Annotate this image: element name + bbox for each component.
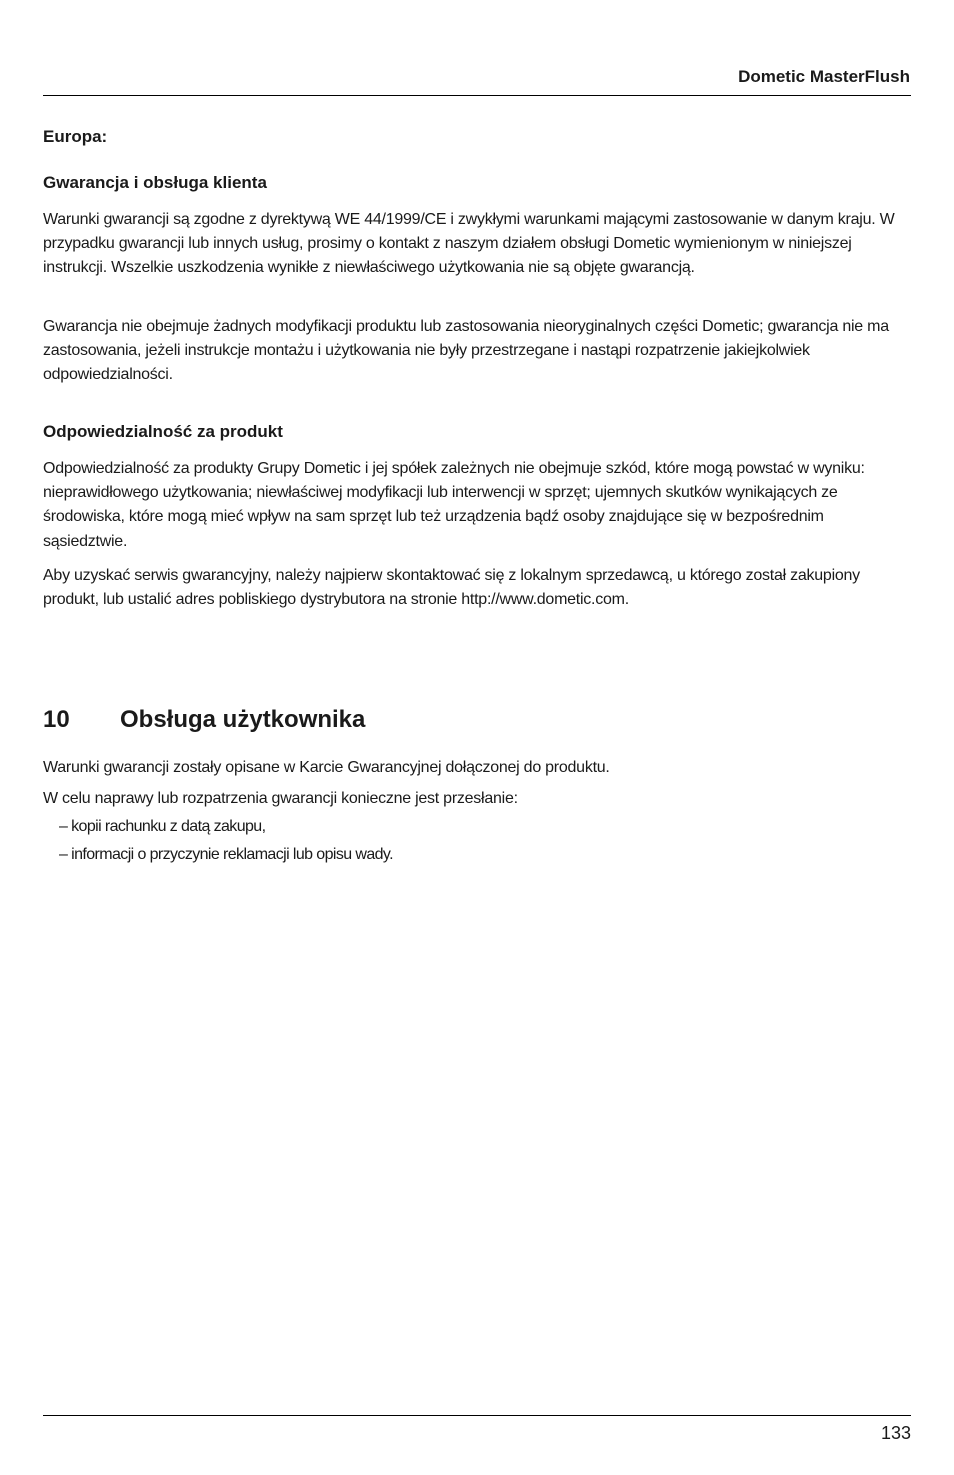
list-item: – informacji o przyczynie reklamacji lub opisu wady.	[59, 846, 393, 863]
liability-paragraph-2: Aby uzyskać serwis gwarancyjny, należy najpierw skontaktować się z lokalnym sprzedawcą, u którego został zakupiony produkt, lub ustalić adres pobliskiego dystrybutora na stronie http://www.dometic.com.	[43, 567, 860, 609]
chapter-title: Obsługa użytkownika	[120, 706, 366, 733]
region-heading: Europa:	[43, 127, 108, 146]
footer-divider	[43, 1415, 911, 1416]
header-title: Dometic MasterFlush	[738, 67, 910, 86]
header-divider	[43, 95, 911, 96]
warranty-paragraph-2: Gwarancja nie obejmuje żadnych modyfikacji produktu lub zastosowania nieoryginalnych części Dometic; gwarancja nie ma zastosowania, jeżeli instrukcje montażu i użytkowania nie były przestrzegane i nastąpi rozpatrzenie jakiejkolwiek odpowiedzialności.	[43, 318, 889, 384]
list-item: – kopii rachunku z datą zakupu,	[59, 818, 266, 835]
liability-heading: Odpowiedzialność za produkt	[43, 422, 283, 441]
warranty-heading: Gwarancja i obsługa klienta	[43, 173, 267, 192]
page-number: 133	[880, 1423, 911, 1443]
chapter-paragraph-2: W celu naprawy lub rozpatrzenia gwarancji konieczne jest przesłanie:	[43, 790, 518, 807]
chapter-number: 10	[43, 706, 70, 733]
liability-paragraph-1: Odpowiedzialność za produkty Grupy Dometic i jej spółek zależnych nie obejmuje szkód, które mogą powstać w wyniku: nieprawidłowego użytkowania; niewłaściwej modyfikacji lub interwencji w sprzęt; ujemnych skutków wynikających ze środowiska, które mogą mieć wpływ na sam sprzęt lub też urządzenia bądź osoby znajdujące się w bezpośrednim sąsiedztwie.	[43, 460, 865, 550]
warranty-paragraph-1: Warunki gwarancji są zgodne z dyrektywą WE 44/1999/CE i zwykłymi warunkami mającymi zastosowanie w danym kraju. W przypadku gwarancji lub innych usług, prosimy o kontakt z naszym działem obsługi Dometic wymienionym w niniejszej instrukcji. Wszelkie uszkodzenia wynikłe z niewłaściwego użytkowania nie są objęte gwarancją.	[43, 211, 895, 277]
chapter-paragraph-1: Warunki gwarancji zostały opisane w Karcie Gwarancyjnej dołączonej do produktu.	[43, 759, 610, 776]
chapter-heading	[43, 706, 365, 734]
